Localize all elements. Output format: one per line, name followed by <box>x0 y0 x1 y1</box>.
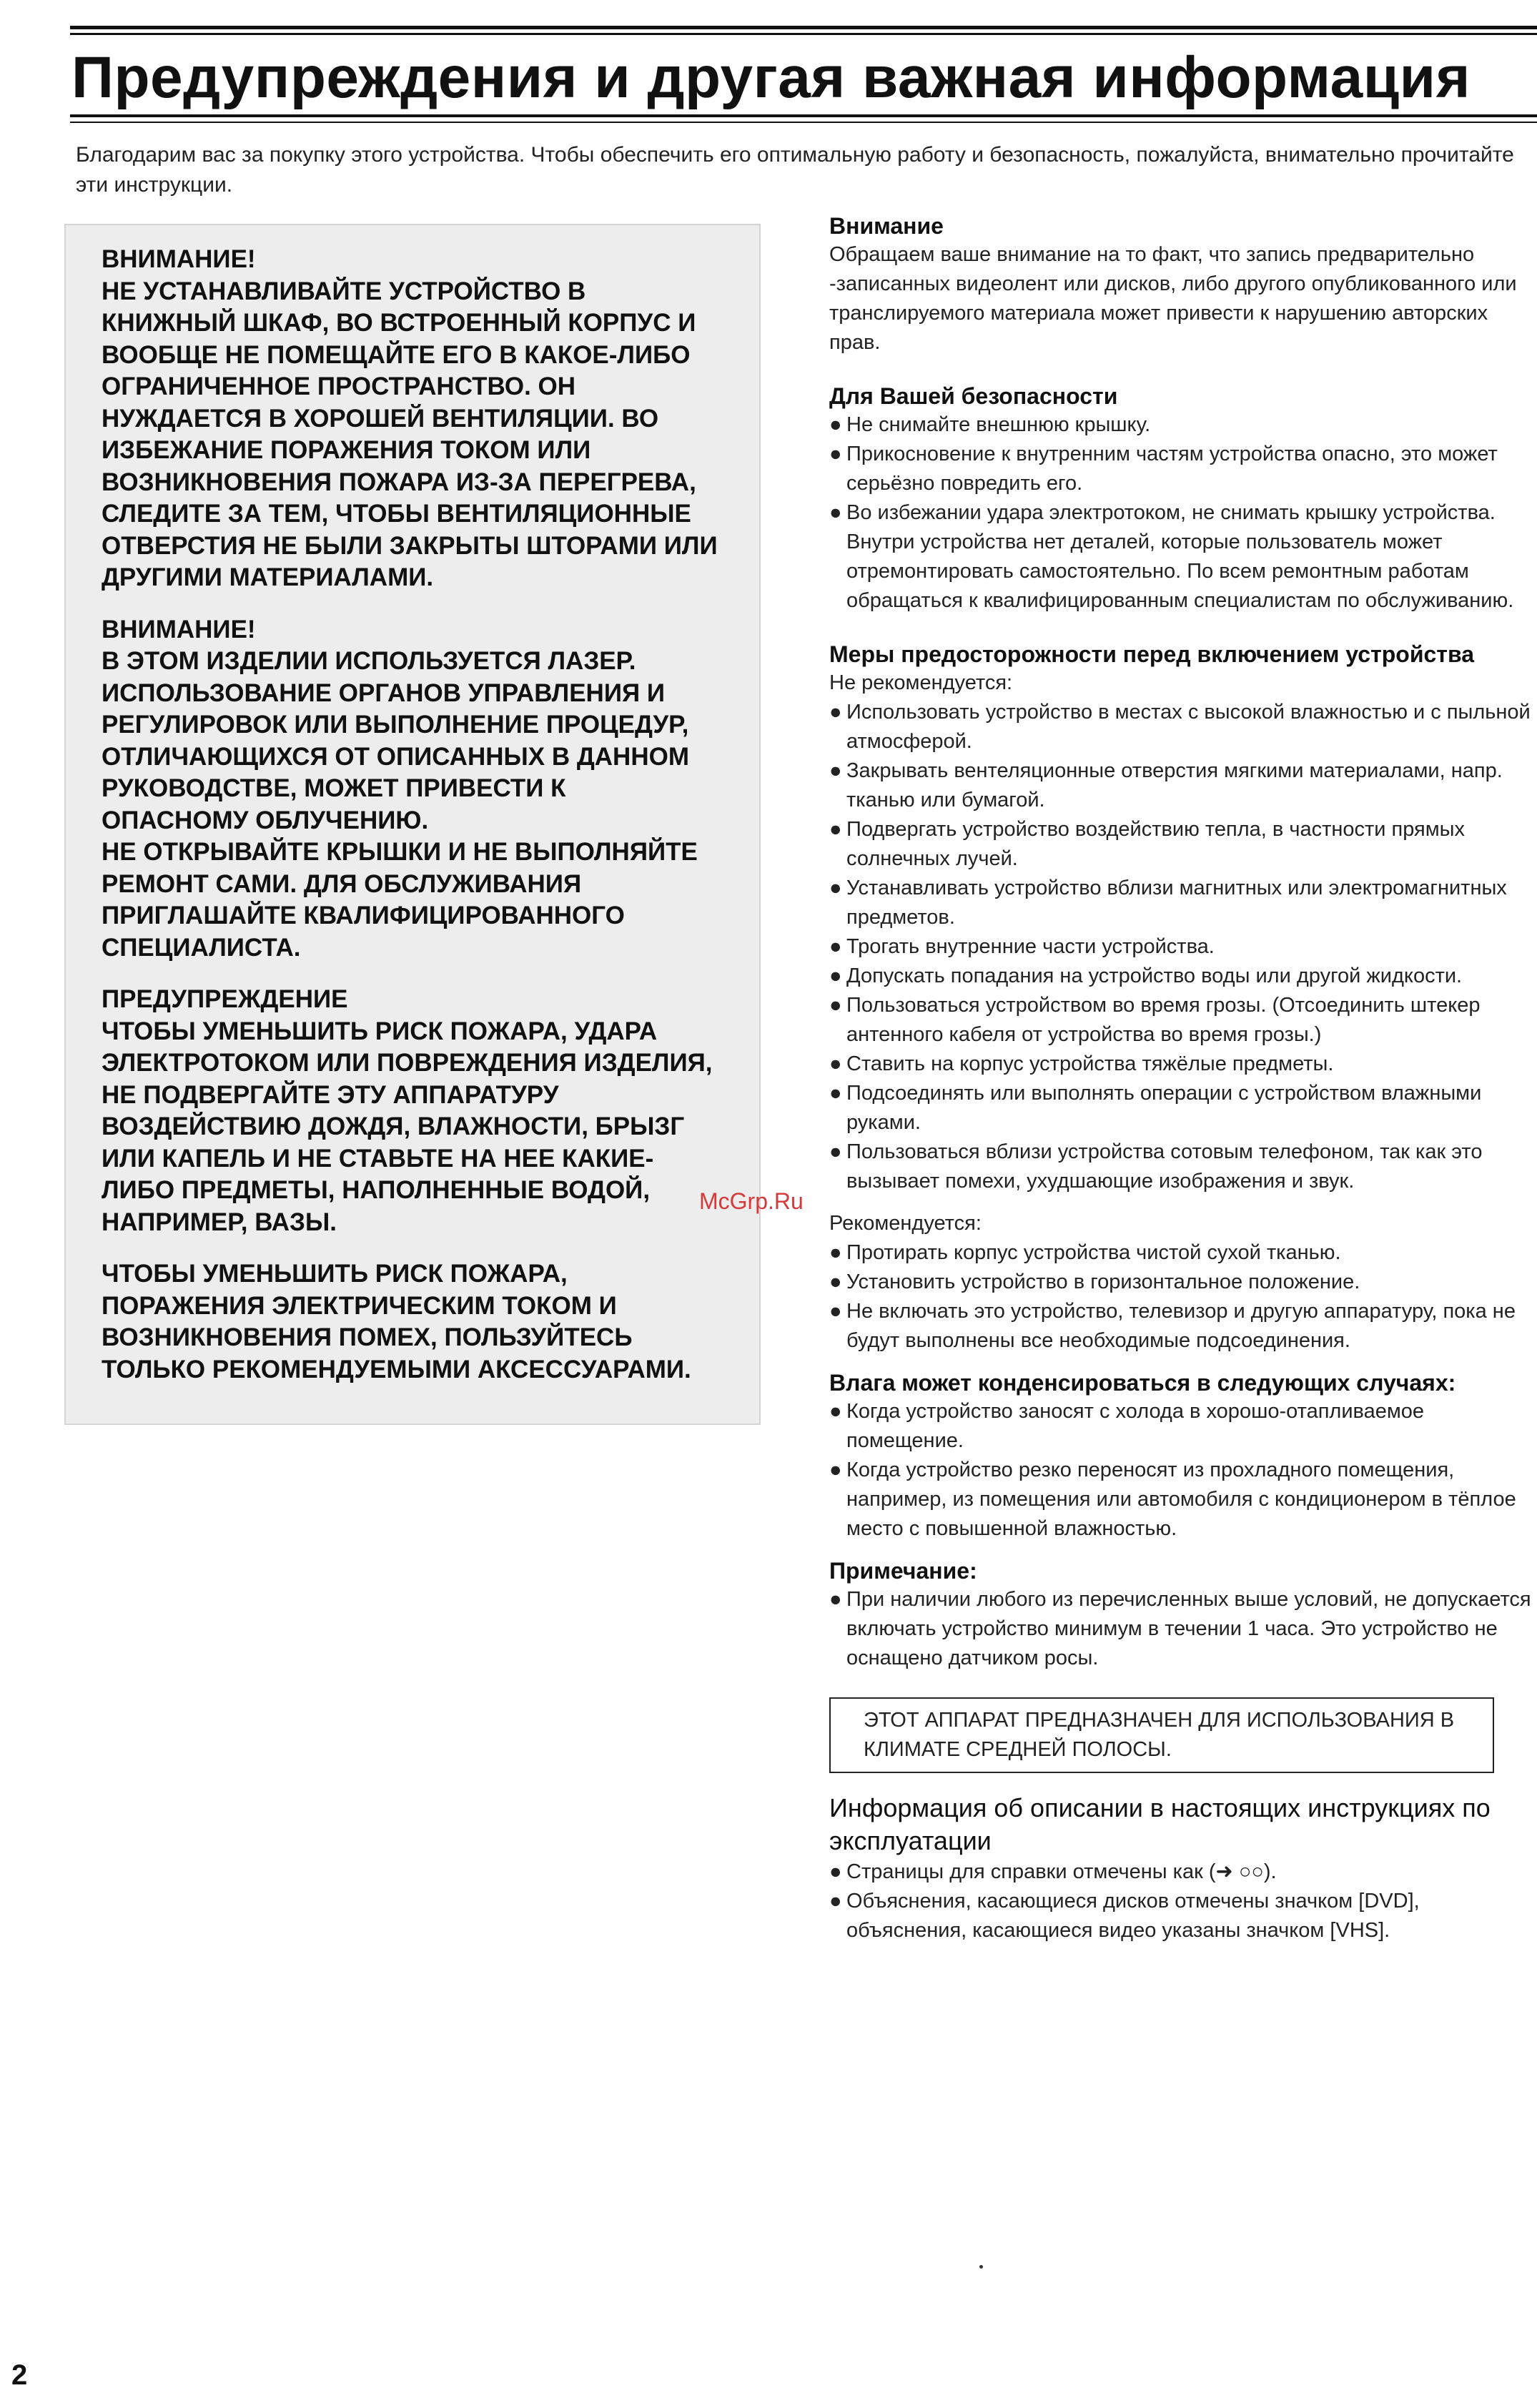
bullet-icon: ● <box>829 701 842 724</box>
warning-block <box>102 984 745 1238</box>
list-item-text: Установить устройство в горизонтальное положение. <box>846 1270 1360 1293</box>
list-item-text: Прикосновение к внутренним частям устройства опасно, это может серьёзно повредить его. <box>846 443 1498 495</box>
bullet-icon: ● <box>829 935 842 958</box>
bullet-icon: ● <box>829 1459 842 1481</box>
bullet-icon: ● <box>829 964 842 987</box>
warning-text: В ЭТОМ ИЗДЕЛИИ ИСПОЛЬЗУЕТСЯ ЛАЗЕР. ИСПОЛЬЗОВАНИЕ ОРГАНОВ УПРАВЛЕНИЯ И РЕГУЛИРОВОК ИЛИ ВЫПОЛНЕНИЕ ПРОЦЕДУР, ОТЛИЧАЮЩИХСЯ ОТ ОПИСАННЫХ В ДАННОМ РУКОВОДСТВЕ, МОЖЕТ ПРИВЕСТИ К ОПАСНОМУ ОБЛУЧЕНИЮ. НЕ ОТКРЫВАЙТЕ КРЫШКИ И НЕ ВЫПОЛНЯЙТЕ РЕМОНТ САМИ. ДЛЯ ОБСЛУЖИВАНИЯ ПРИГЛАШАЙТЕ КВАЛИФИЦИРОВАННОГО СПЕЦИАЛИСТА. <box>102 647 698 962</box>
list-item <box>829 1268 1537 1297</box>
bullet-icon: ● <box>829 501 842 524</box>
list-item <box>829 1079 1537 1138</box>
condensation-heading: Влага может конденсироваться в следующих случаях: <box>829 1370 1456 1396</box>
recommended-list <box>829 1238 1537 1356</box>
top-rule <box>70 26 1537 29</box>
warning-heading: ВНИМАНИЕ! <box>102 245 256 273</box>
bullet-icon: ● <box>829 1890 842 1913</box>
list-item-text: Трогать внутренние части устройства. <box>846 935 1215 958</box>
bullet-icon: ● <box>829 1140 842 1163</box>
list-item-text: Закрывать вентеляционные отверстия мягкими материалами, напр. тканью или бумагой. <box>846 759 1503 811</box>
list-item-text: Устанавливать устройство вблизи магнитных или электромагнитных предметов. <box>846 877 1507 929</box>
bullet-icon: ● <box>829 443 842 465</box>
list-item <box>829 932 1537 962</box>
list-item-text: Когда устройство заносят с холода в хорошо-отапливаемое помещение. <box>846 1400 1425 1452</box>
list-item-text: Подсоединять или выполнять операции с устройством влажными руками. <box>846 1082 1482 1134</box>
list-item-text: Ставить на корпус устройства тяжёлые предметы. <box>846 1052 1334 1075</box>
warning-text: ЧТОБЫ УМЕНЬШИТЬ РИСК ПОЖАРА, ПОРАЖЕНИЯ ЭЛЕКТРИЧЕСКИМ ТОКОМ И ВОЗНИКНОВЕНИЯ ПОМЕХ, ПОЛЬЗУЙТЕСЬ ТОЛЬКО РЕКОМЕНДУЕМЫМИ АКСЕССУАРАМИ. <box>102 1260 691 1383</box>
list-item-text: Не снимайте внешнюю крышку. <box>846 413 1151 436</box>
title-bar <box>70 31 1537 124</box>
bullet-icon: ● <box>829 1052 842 1075</box>
info-heading: Информация об описании в настоящих инструкциях по эксплуатации <box>829 1793 1491 1855</box>
list-item <box>829 1238 1537 1268</box>
list-item <box>829 1585 1537 1673</box>
note-list <box>829 1585 1537 1673</box>
bullet-icon: ● <box>829 818 842 841</box>
warning-heading: ВНИМАНИЕ! <box>102 615 256 643</box>
warning-text: ЧТОБЫ УМЕНЬШИТЬ РИСК ПОЖАРА, УДАРА ЭЛЕКТРОТОКОМ ИЛИ ПОВРЕЖДЕНИЯ ИЗДЕЛИЯ, НЕ ПОДВЕРГАЙТЕ ЭТУ АППАРАТУРУ ВОЗДЕЙСТВИЮ ДОЖДЯ, ВЛАЖНОСТИ, БРЫЗГ ИЛИ КАПЕЛЬ И НЕ СТАВЬТЕ НА НЕЕ КАКИЕ- ЛИБО ПРЕДМЕТЫ, НАПОЛНЕННЫЕ ВОДОЙ, НАПРИМЕР, ВАЗЫ. <box>102 1017 713 1236</box>
safety-heading: Для Вашей безопасности <box>829 383 1118 409</box>
list-item <box>829 1857 1537 1887</box>
bullet-icon: ● <box>829 1300 842 1323</box>
list-item <box>829 991 1537 1050</box>
right-column <box>829 212 1537 1945</box>
list-item <box>829 962 1537 991</box>
bullet-icon: ● <box>829 413 842 436</box>
condensation-list <box>829 1397 1537 1544</box>
list-item-text: Страницы для справки отмечены как (➜ ○○). <box>846 1860 1277 1883</box>
list-item <box>829 440 1537 498</box>
list-item <box>829 698 1537 756</box>
warning-block <box>102 244 745 594</box>
warning-block <box>102 1258 745 1386</box>
warning-text: НЕ УСТАНАВЛИВАЙТЕ УСТРОЙСТВО В КНИЖНЫЙ ШКАФ, ВО ВСТРОЕННЫЙ КОРПУС И ВООБЩЕ НЕ ПОМЕЩАЙТЕ ЕГО В КАКОЕ-ЛИБО ОГРАНИЧЕННОЕ ПРОСТРАНСТВО. ОН НУЖДАЕТСЯ В ХОРОШЕЙ ВЕНТИЛЯЦИИ. ВО ИЗБЕЖАНИЕ ПОРАЖЕНИЯ ТОКОМ ИЛИ ВОЗНИКНОВЕНИЯ ПОЖАРА ИЗ-ЗА ПЕРЕГРЕВА, СЛЕДИТЕ ЗА ТЕМ, ЧТОБЫ ВЕНТИЛЯЦИОННЫЕ ОТВЕРСТИЯ НЕ БЫЛИ ЗАКРЫТЫ ШТОРАМИ ИЛИ ДРУГИМИ МАТЕРИАЛАМИ. <box>102 277 718 591</box>
stray-dot <box>979 2265 983 2269</box>
list-item <box>829 410 1537 440</box>
title-rule <box>70 114 1537 117</box>
warning-box <box>64 224 761 1425</box>
list-item <box>829 1397 1537 1456</box>
safety-list <box>829 410 1537 616</box>
list-item <box>829 815 1537 874</box>
info-list <box>829 1857 1537 1945</box>
list-item <box>829 1297 1537 1356</box>
precautions-heading: Меры предосторожности перед включением устройства <box>829 641 1475 667</box>
list-item <box>829 1456 1537 1544</box>
list-item-text: Подвергать устройство воздействию тепла, в частности прямых солнечных лучей. <box>846 818 1466 870</box>
list-item <box>829 1887 1537 1945</box>
list-item-text: Когда устройство резко переносят из прохладного помещения, например, из помещения или автомобиля с кондиционером в тёплое место с повышенной влажностью. <box>846 1459 1516 1540</box>
warning-block <box>102 614 745 964</box>
list-item <box>829 874 1537 932</box>
climate-notice: ЭТОТ АППАРАТ ПРЕДНАЗНАЧЕН ДЛЯ ИСПОЛЬЗОВАНИЯ В КЛИМАТЕ СРЕДНЕЙ ПОЛОСЫ. <box>829 1697 1494 1773</box>
warning-heading: ПРЕДУПРЕЖДЕНИЕ <box>102 985 348 1013</box>
bullet-icon: ● <box>829 759 842 782</box>
attention-heading: Внимание <box>829 213 944 239</box>
bullet-icon: ● <box>829 877 842 899</box>
list-item <box>829 1050 1537 1079</box>
list-item <box>829 756 1537 815</box>
list-item-text: Использовать устройство в местах с высокой влажностью и с пыльной атмосферой. <box>846 701 1531 753</box>
list-item-text: Во избежании удара электротоком, не снимать крышку устройства. Внутри устройства нет деталей, которые пользователь может отремонтировать самостоятельно. По всем ремонтным работам обращаться к квалифицированным специалистам по обслуживанию. <box>846 501 1514 612</box>
list-item-text: Пользоваться вблизи устройства сотовым телефоном, так как это вызывает помехи, ухудшающие изображения и звук. <box>846 1140 1483 1193</box>
page-number: 2 <box>11 2359 28 2391</box>
bullet-icon: ● <box>829 1860 842 1883</box>
attention-text: Обращаем ваше внимание на то факт, что запись предварительно -записанных видеолент или дисков, либо другого опубликованного или транслируемого материала может привести к нарушению авторских прав. <box>829 243 1517 354</box>
bullet-icon: ● <box>829 1588 842 1611</box>
list-item <box>829 498 1537 616</box>
not-recommended-label: Не рекомендуется: <box>829 671 1013 694</box>
list-item-text: Протирать корпус устройства чистой сухой тканью. <box>846 1241 1341 1264</box>
intro-text: Благодарим вас за покупку этого устройства. Чтобы обеспечить его оптимальную работу и безопасность, пожалуйста, внимательно прочитайте эти инструкции. <box>76 143 1514 197</box>
list-item-text: Пользоваться устройством во время грозы. (Отсоединить штекер антенного кабеля от устройства во время грозы.) <box>846 994 1481 1046</box>
list-item-text: Объяснения, касающиеся дисков отмечены значком [DVD], объяснения, касающиеся видео указаны значком [VHS]. <box>846 1890 1420 1942</box>
recommended-label: Рекомендуется: <box>829 1212 982 1235</box>
not-recommended-list <box>829 698 1537 1196</box>
title-rule-thin <box>70 122 1537 123</box>
page-title: Предупреждения и другая важная информация <box>71 45 1471 110</box>
watermark: McGrp.Ru <box>699 1188 804 1214</box>
bullet-icon: ● <box>829 1270 842 1293</box>
bullet-icon: ● <box>829 1241 842 1264</box>
list-item-text: Допускать попадания на устройство воды или другой жидкости. <box>846 964 1463 987</box>
bullet-icon: ● <box>829 1082 842 1105</box>
list-item-text: Не включать это устройство, телевизор и другую аппаратуру, пока не будут выполнены все необходимые подсоединения. <box>846 1300 1516 1352</box>
list-item <box>829 1138 1537 1196</box>
note-heading: Примечание: <box>829 1558 977 1584</box>
bullet-icon: ● <box>829 994 842 1017</box>
warning-box-content <box>102 244 745 1406</box>
bullet-icon: ● <box>829 1400 842 1423</box>
list-item-text: При наличии любого из перечисленных выше условий, не допускается включать устройство минимум в течении 1 часа. Это устройство не оснащено датчиком росы. <box>846 1588 1531 1669</box>
